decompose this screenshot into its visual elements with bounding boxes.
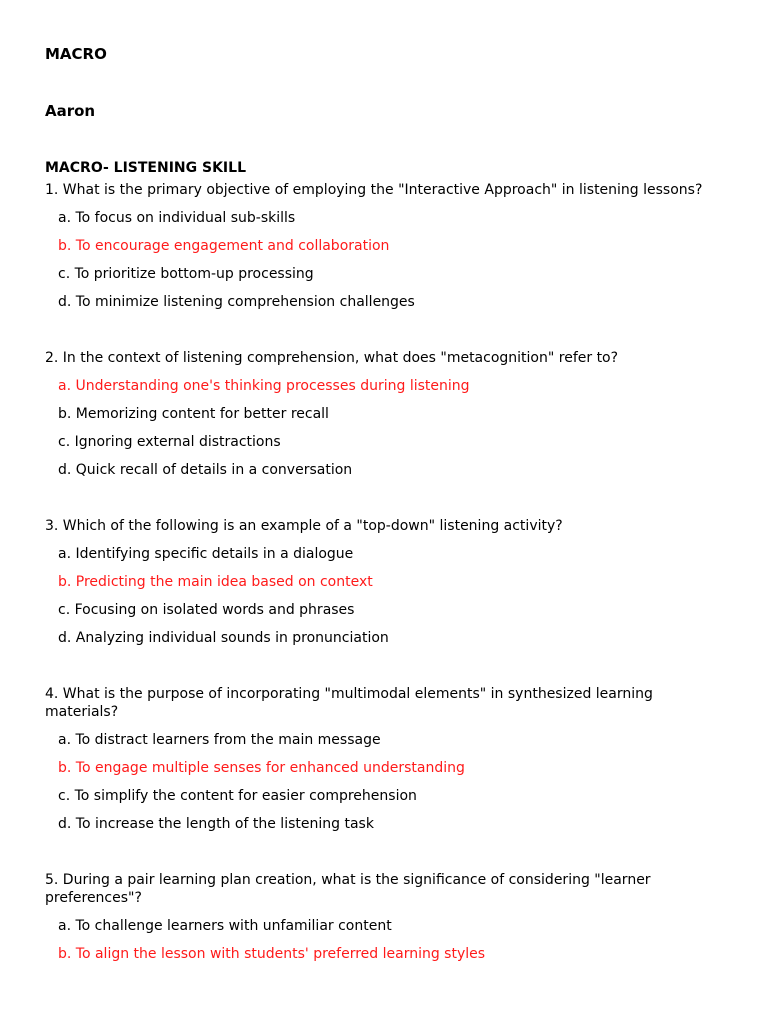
answer-option: a. To distract learners from the main message (58, 732, 381, 748)
question-list (45, 181, 725, 963)
answer-option-correct: b. To engage multiple senses for enhanced understanding (58, 760, 465, 776)
question-spacer (45, 489, 725, 517)
question-item (45, 181, 725, 311)
question-item (45, 871, 725, 963)
answer-option: b. Memorizing content for better recall (58, 406, 329, 422)
answer-option: d. To increase the length of the listening task (58, 816, 374, 832)
question-spacer (45, 657, 725, 685)
answer-option: c. Focusing on isolated words and phrases (58, 602, 355, 618)
author-name: Aaron (45, 102, 96, 120)
question-text: 2. In the context of listening comprehension, what does "metacognition" refer to? (45, 350, 619, 366)
question-text: 4. What is the purpose of incorporating "multimodal elements" in synthesized learning materials? (45, 686, 653, 720)
answer-option: a. Identifying specific details in a dialogue (58, 546, 354, 562)
answer-option-correct: b. Predicting the main idea based on context (58, 574, 373, 590)
answer-option: d. To minimize listening comprehension challenges (58, 294, 415, 310)
answer-option: d. Quick recall of details in a conversation (58, 462, 353, 478)
answer-option-correct: b. To encourage engagement and collaboration (58, 238, 390, 254)
answer-option-correct: a. Understanding one's thinking processes during listening (58, 378, 470, 394)
answer-option: d. Analyzing individual sounds in pronunciation (58, 630, 389, 646)
question-item (45, 685, 725, 833)
question-item (45, 517, 725, 647)
question-text: 3. Which of the following is an example of a "top-down" listening activity? (45, 518, 563, 534)
question-text: 1. What is the primary objective of employing the "Interactive Approach" in listening lessons? (45, 182, 703, 198)
answer-option: a. To focus on individual sub-skills (58, 210, 296, 226)
section-title: MACRO- LISTENING SKILL (45, 160, 246, 176)
answer-option: c. To simplify the content for easier comprehension (58, 788, 417, 804)
answer-option-correct: b. To align the lesson with students' preferred learning styles (58, 946, 486, 962)
answer-option: c. To prioritize bottom-up processing (58, 266, 314, 282)
question-spacer (45, 843, 725, 871)
answer-option: a. To challenge learners with unfamiliar content (58, 918, 392, 934)
document-title: MACRO (45, 45, 107, 63)
question-spacer (45, 321, 725, 349)
quiz-section (45, 159, 725, 973)
question-text: 5. During a pair learning plan creation, what is the significance of considering "learner preferences"? (45, 872, 651, 906)
answer-option: c. Ignoring external distractions (58, 434, 281, 450)
question-item (45, 349, 725, 479)
